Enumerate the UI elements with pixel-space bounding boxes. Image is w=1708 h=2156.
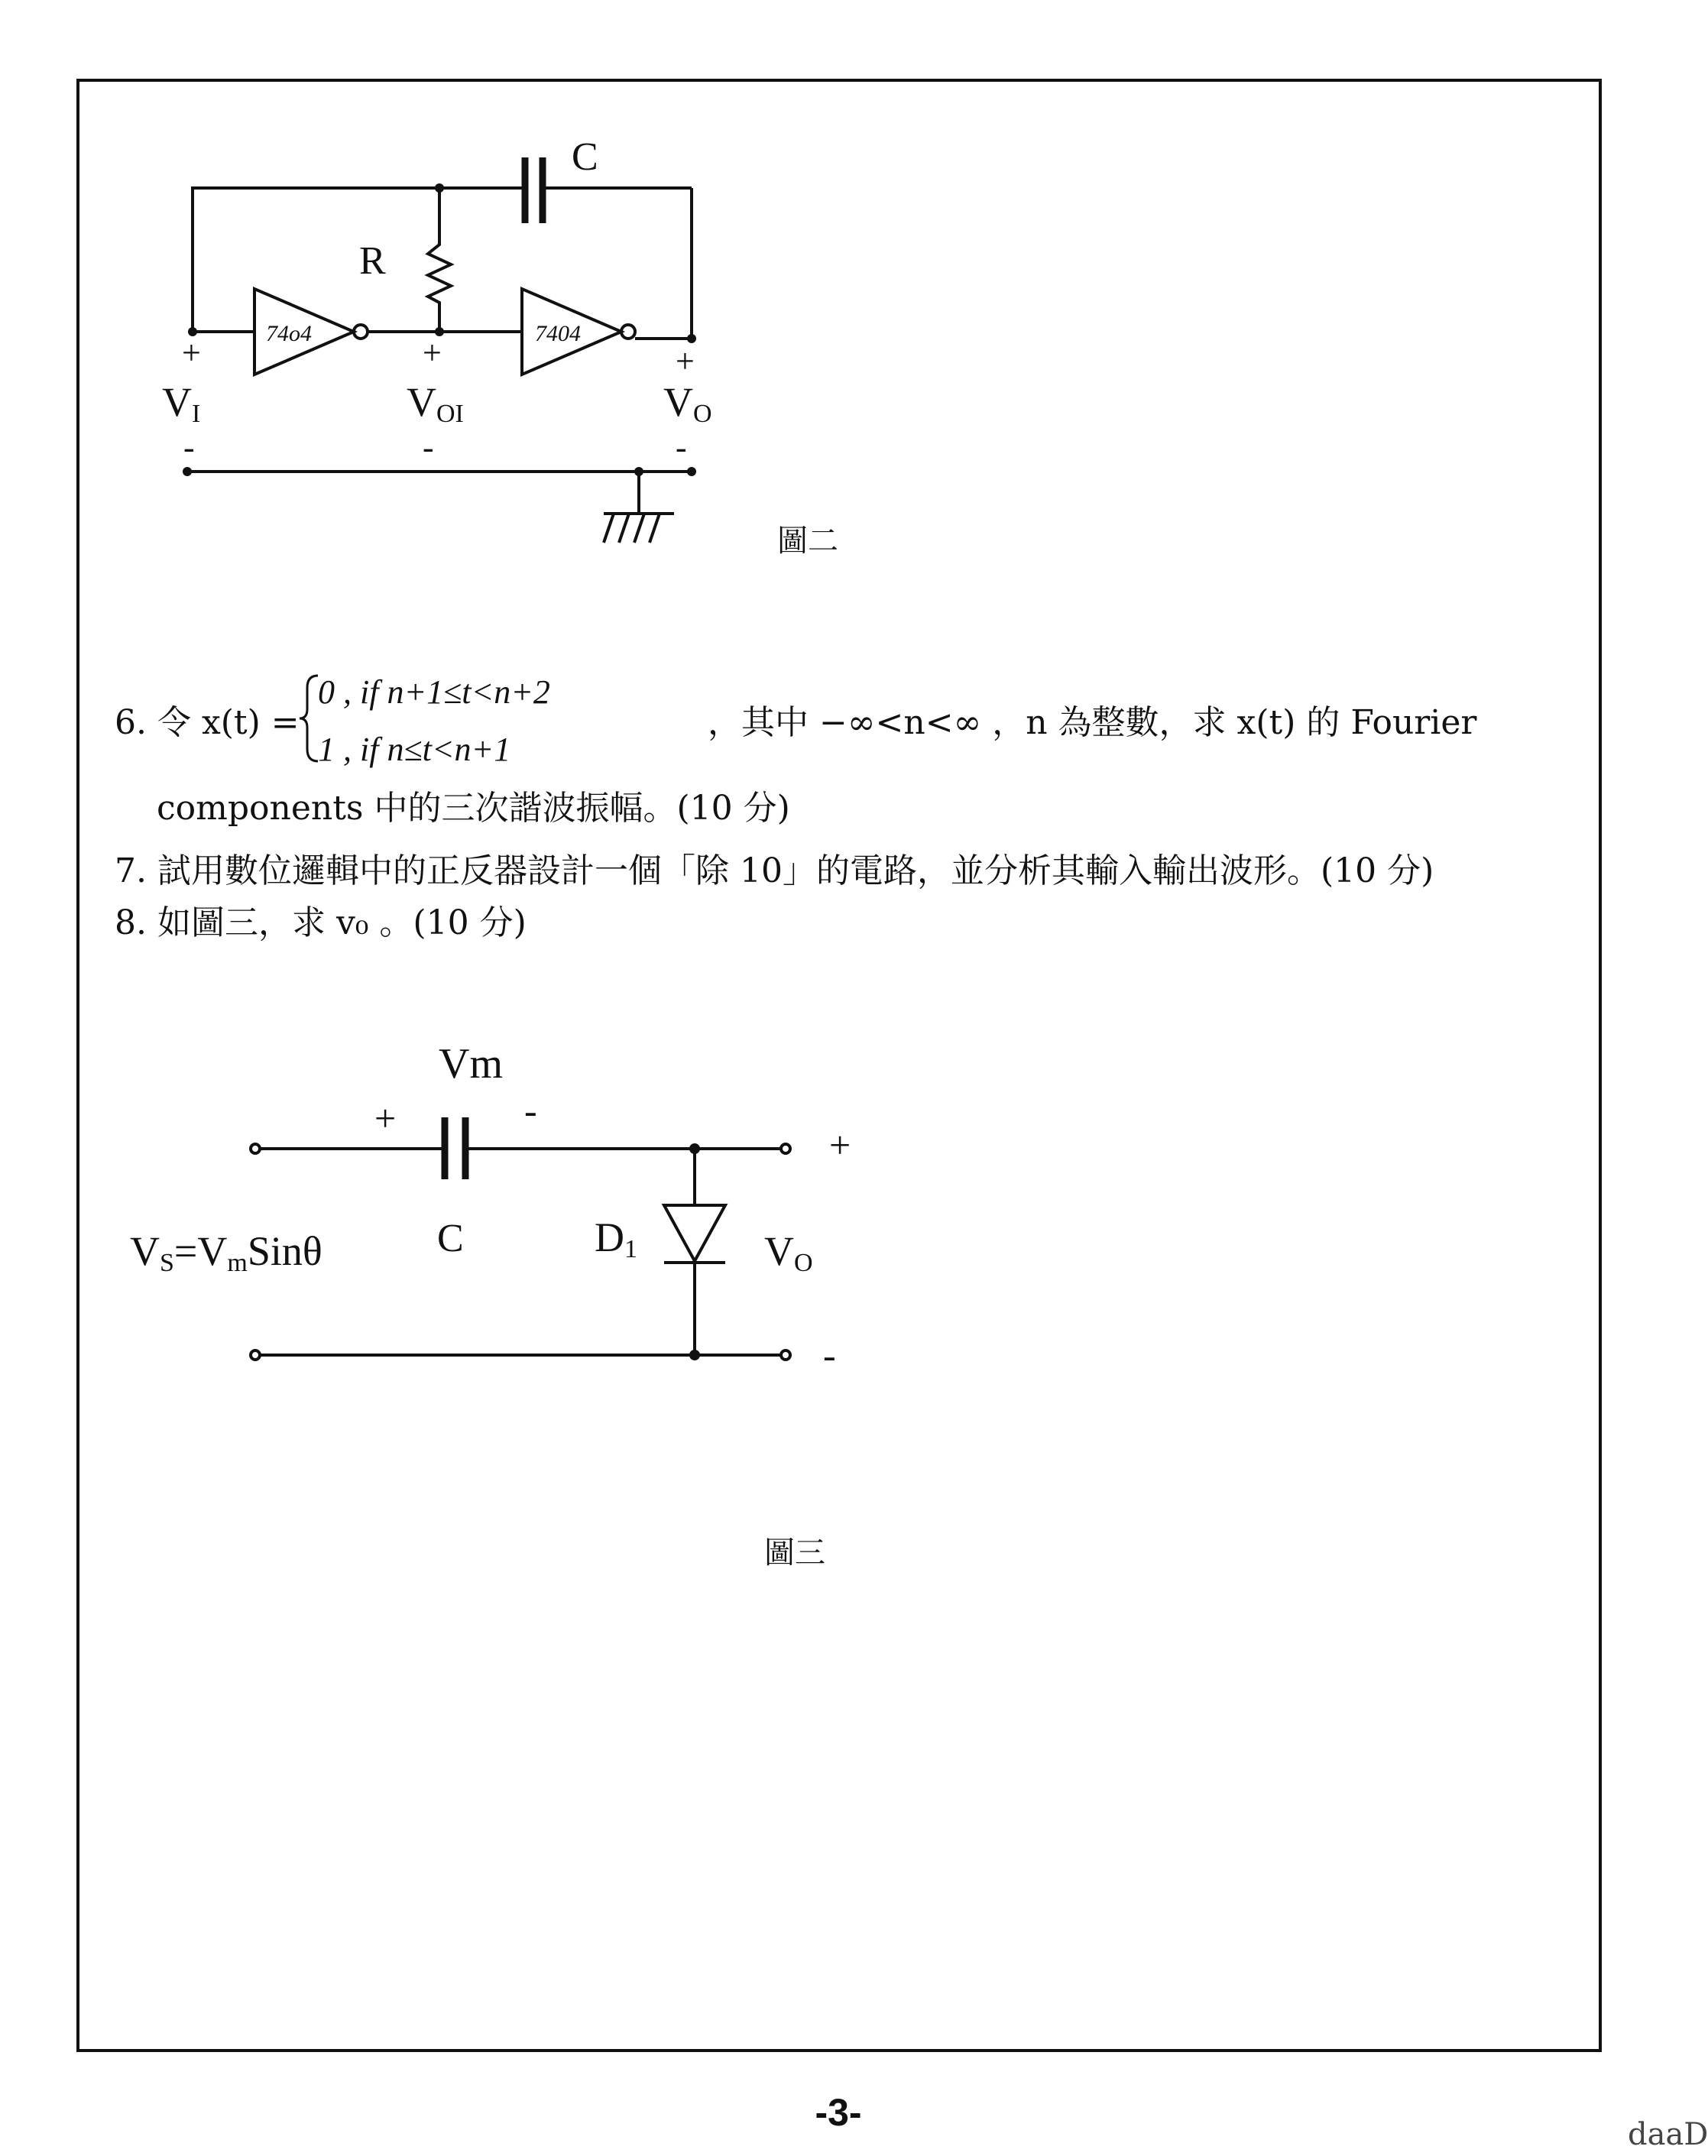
- vm-label: Vm: [439, 1040, 503, 1088]
- gate2-label: 7404: [535, 321, 581, 346]
- vo-minus: -: [676, 429, 687, 466]
- capacitor-c-label: C: [437, 1217, 464, 1260]
- capacitor-c-label: C: [572, 135, 598, 179]
- figure-3-circuit: [0, 1024, 1677, 1406]
- output-plus: +: [829, 1123, 851, 1166]
- question-7: 7. 試用數位邏輯中的正反器設計一個「除 10」的電路，並分析其輸入輸出波形。(10 分): [115, 851, 1434, 890]
- source-label: VS=VmSinθ: [130, 1228, 322, 1277]
- question-6-suffix: ，其中 −∞<n<∞ ，n 為整數，求 x(t) 的 Fourier: [708, 703, 1477, 742]
- capacitor-minus: -: [524, 1089, 537, 1132]
- vo-label: VO: [663, 379, 712, 428]
- vo1-minus: -: [423, 429, 434, 466]
- diode-label: D1: [595, 1214, 637, 1263]
- page-number: -3-: [815, 2091, 862, 2134]
- output-vo-label: VO: [764, 1228, 813, 1277]
- vi-label: VI: [162, 379, 201, 428]
- question-6: 6. 令 x(t) =: [115, 703, 300, 742]
- vo-plus: +: [676, 342, 695, 380]
- question-6-case-2: 1 , if n≤t<n+1: [318, 731, 511, 768]
- question-8: 8. 如圖三，求 v₀ 。(10 分): [115, 903, 527, 942]
- figure-2-circuit: [0, 0, 1677, 581]
- output-minus: -: [823, 1334, 836, 1376]
- resistor-r-label: R: [359, 239, 386, 283]
- vi-plus: +: [182, 334, 201, 371]
- figure-2-caption: 圖二: [777, 524, 838, 559]
- figure-3-caption: 圖三: [764, 1535, 825, 1571]
- capacitor-plus: +: [374, 1097, 397, 1140]
- question-6-case-1: 0 , if n+1≤t<n+2: [318, 673, 550, 711]
- vi-minus: -: [183, 429, 195, 466]
- vo1-plus: +: [423, 334, 442, 371]
- vo1-label: VOI: [407, 379, 464, 428]
- corner-mark: daaD: [1628, 2117, 1708, 2152]
- question-6-line-2: components 中的三次諧波振幅。(10 分): [157, 789, 790, 828]
- gate1-label: 74o4: [266, 321, 312, 346]
